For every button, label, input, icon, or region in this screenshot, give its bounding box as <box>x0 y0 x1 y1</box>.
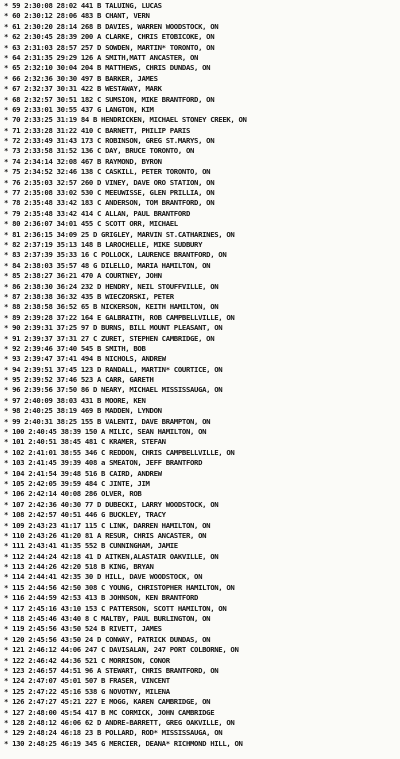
result-row: * 61 2:30:20 28:14 268 B DAVIES, WARREN WOODSTOCK, ON <box>4 21 219 31</box>
result-row: * 84 2:38:03 35:57 48 G DILELLO, MARIA HAMILTON, ON <box>4 260 211 270</box>
result-row: * 89 2:39:28 37:22 164 E GALBRAITH, ROB CAMPBELLVILLE, ON <box>4 312 235 322</box>
result-row: * 80 2:36:07 34:01 455 C SCOTT ORR, MICHAEL <box>4 219 178 229</box>
result-row: * 106 2:42:14 40:08 286 OLVER, ROB <box>4 489 142 499</box>
result-row: * 70 2:33:25 31:19 84 B HENDRICKEN, MICHAEL STONEY CREEK, ON <box>4 115 247 125</box>
result-row: * 121 2:46:12 44:06 247 C DAVISALAN, 247 PORT COLBORNE, ON <box>4 645 239 655</box>
result-row: * 96 2:39:56 37:50 86 D NEARY, MICHAEL MISSISSAUGA, ON <box>4 385 223 395</box>
result-row: * 126 2:47:27 45:21 227 E MOGG, KAREN CAMBRIDGE, ON <box>4 697 211 707</box>
result-row: * 76 2:35:03 32:57 260 D VINEY, DAVE ORO STATION, ON <box>4 177 215 187</box>
result-row: * 87 2:38:38 36:32 435 B WIECZORSKI, PETER <box>4 291 174 301</box>
result-row: * 75 2:34:52 32:46 138 C CASKILL, PETER TORONTO, ON <box>4 167 211 177</box>
result-row: * 88 2:38:58 36:52 65 B NICKERSON, KEITH HAMILTON, ON <box>4 302 219 312</box>
result-row: * 129 2:48:24 46:18 23 B POLLARD, ROD* MISSISSAUGA, ON <box>4 728 223 738</box>
result-row: * 72 2:33:49 31:43 173 C ROBINSON, GREG ST.MARYS, ON <box>4 136 215 146</box>
result-row: * 118 2:45:46 43:40 8 C MALTBY, PAUL BURLINGTON, ON <box>4 614 211 624</box>
result-row: * 112 2:44:24 42:18 41 D AITKEN,ALASTAIR OAKVILLE, ON <box>4 551 219 561</box>
result-row: * 67 2:32:37 30:31 422 B WESTAWAY, MARK <box>4 84 162 94</box>
result-row: * 93 2:39:47 37:41 494 B NICHOLS, ANDREW <box>4 354 166 364</box>
result-row: * 127 2:48:00 45:54 417 B MC CORMICK, JOHN CAMBRIDGE <box>4 707 215 717</box>
result-row: * 90 2:39:31 37:25 97 D BURNS, BILL MOUNT PLEASANT, ON <box>4 323 223 333</box>
result-row: * 119 2:45:56 43:50 524 B RIVETT, JAMES <box>4 624 162 634</box>
result-row: * 111 2:43:41 41:35 552 B CUNNINGHAM, JAMIE <box>4 541 178 551</box>
result-row: * 128 2:48:12 46:06 62 D ANDRE-BARRETT, GREG OAKVILLE, ON <box>4 717 235 727</box>
result-row: * 114 2:44:41 42:35 30 D HILL, DAVE WOODSTOCK, ON <box>4 572 203 582</box>
result-row: * 73 2:33:58 31:52 136 C DAY, BRUCE TORONTO, ON <box>4 146 195 156</box>
result-row: * 95 2:39:52 37:46 523 A CARR, GARETH <box>4 375 154 385</box>
result-row: * 62 2:30:45 28:39 200 A CLARKE, CHRIS ETOBICOKE, ON <box>4 32 215 42</box>
result-row: * 125 2:47:22 45:16 538 G NOVOTNY, MILENA <box>4 686 170 696</box>
result-row: * 78 2:35:48 33:42 183 C ANDERSON, TOM BRANTFORD, ON <box>4 198 215 208</box>
result-row: * 113 2:44:26 42:20 518 B KING, BRYAN <box>4 562 154 572</box>
result-row: * 59 2:30:08 28:02 441 B TALUING, LUCAS <box>4 1 162 10</box>
result-row: * 65 2:32:10 30:04 204 B MATTHEWS, CHRIS DUNDAS, ON <box>4 63 211 73</box>
result-row: * 98 2:40:25 38:19 469 B MADDEN, LYNDON <box>4 406 162 416</box>
race-results-list <box>4 1 398 749</box>
result-row: * 102 2:41:01 38:55 346 C REDDON, CHRIS CAMPBELLVILLE, ON <box>4 447 235 457</box>
result-row: * 120 2:45:56 43:50 24 D CONWAY, PATRICK DUNDAS, ON <box>4 634 211 644</box>
result-row: * 69 2:33:01 30:55 437 G LANGTON, KIM <box>4 104 154 114</box>
result-row: * 71 2:33:28 31:22 410 C BARNETT, PHILIP PARIS <box>4 125 190 135</box>
result-row: * 63 2:31:03 28:57 257 D SOWDEN, MARTIN* TORONTO, ON <box>4 42 215 52</box>
result-row: * 85 2:38:27 36:21 470 A COURTNEY, JOHN <box>4 271 162 281</box>
result-row: * 108 2:42:57 40:51 446 G BUCKLEY, TRACY <box>4 510 166 520</box>
result-row: * 116 2:44:59 42:53 413 B JOHNSON, KEN BRANTFORD <box>4 593 199 603</box>
result-row: * 107 2:42:36 40:30 77 D DUBECKI, LARRY WOODSTOCK, ON <box>4 499 219 509</box>
result-row: * 99 2:40:31 38:25 155 B VALENTI, DAVE BRAMPTON, ON <box>4 416 211 426</box>
result-row: * 74 2:34:14 32:08 467 B RAYMOND, BYRON <box>4 156 162 166</box>
result-row: * 122 2:46:42 44:36 521 C MORRISON, CONOR <box>4 655 170 665</box>
result-row: * 105 2:42:05 39:59 484 C JINTE, JIM <box>4 478 150 488</box>
result-row: * 130 2:48:25 46:19 345 G MERCIER, DEANA* RICHMOND HILL, ON <box>4 738 243 748</box>
result-row: * 79 2:35:48 33:42 414 C ALLAN, PAUL BRANTFORD <box>4 208 190 218</box>
result-row: * 103 2:41:45 39:39 408 a SMEATON, JEFF BRANTFORD <box>4 458 203 468</box>
result-row: * 117 2:45:16 43:10 153 C PATTERSON, SCOTT HAMILTON, ON <box>4 603 227 613</box>
result-row: * 92 2:39:46 37:40 545 B SMITH, BOB <box>4 343 146 353</box>
result-row: * 124 2:47:07 45:01 507 B FRASER, VINCENT <box>4 676 170 686</box>
result-row: * 77 2:35:08 33:02 530 C MEEUWISSE, GLEN PRILLIA, ON <box>4 188 215 198</box>
result-row: * 91 2:39:37 37:31 27 C ZURET, STEPHEN CAMBRIDGE, ON <box>4 333 215 343</box>
result-row: * 110 2:43:26 41:20 81 A RESUR, CHRIS ANCASTER, ON <box>4 530 207 540</box>
result-row: * 101 2:40:51 38:45 481 C KRAMER, STEFAN <box>4 437 166 447</box>
result-row: * 97 2:40:09 38:03 431 B MOORE, KEN <box>4 395 146 405</box>
result-row: * 123 2:46:57 44:51 96 A STEWART, CHRIS BRANTFORD, ON <box>4 666 219 675</box>
result-row: * 100 2:40:45 38:39 150 A MILIC, SEAN HAMILTON, ON <box>4 427 207 437</box>
result-row: * 109 2:43:23 41:17 115 C LINK, DARREN HAMILTON, ON <box>4 520 211 530</box>
result-row: * 86 2:38:30 36:24 232 D HENDRY, NEIL STOUFFVILLE, ON <box>4 281 219 291</box>
result-row: * 68 2:32:57 30:51 182 C SUMSION, MIKE BRANTFORD, ON <box>4 94 215 104</box>
result-row: * 64 2:31:35 29:29 126 A SMITH,MATT ANCASTER, ON <box>4 52 199 62</box>
result-row: * 81 2:36:15 34:09 25 D GRIGLEY, MARVIN ST.CATHARINES, ON <box>4 229 235 239</box>
result-row: * 115 2:44:56 42:50 308 C YOUNG, CHRISTOPHER HAMILTON, ON <box>4 582 235 592</box>
result-row: * 104 2:41:54 39:48 516 B CAIRD, ANDREW <box>4 468 162 478</box>
result-row: * 82 2:37:19 35:13 148 B LAROCHELLE, MIKE SUDBURY <box>4 239 203 249</box>
result-row: * 66 2:32:36 30:30 497 B BARKER, JAMES <box>4 73 158 83</box>
result-row: * 60 2:30:12 28:06 483 B CHANT, VERN <box>4 11 150 21</box>
result-row: * 83 2:37:39 35:33 16 C POLLOCK, LAURENCE BRANTFORD, ON <box>4 250 227 260</box>
result-row: * 94 2:39:51 37:45 123 D RANDALL, MARTIN* COURTICE, ON <box>4 364 223 374</box>
